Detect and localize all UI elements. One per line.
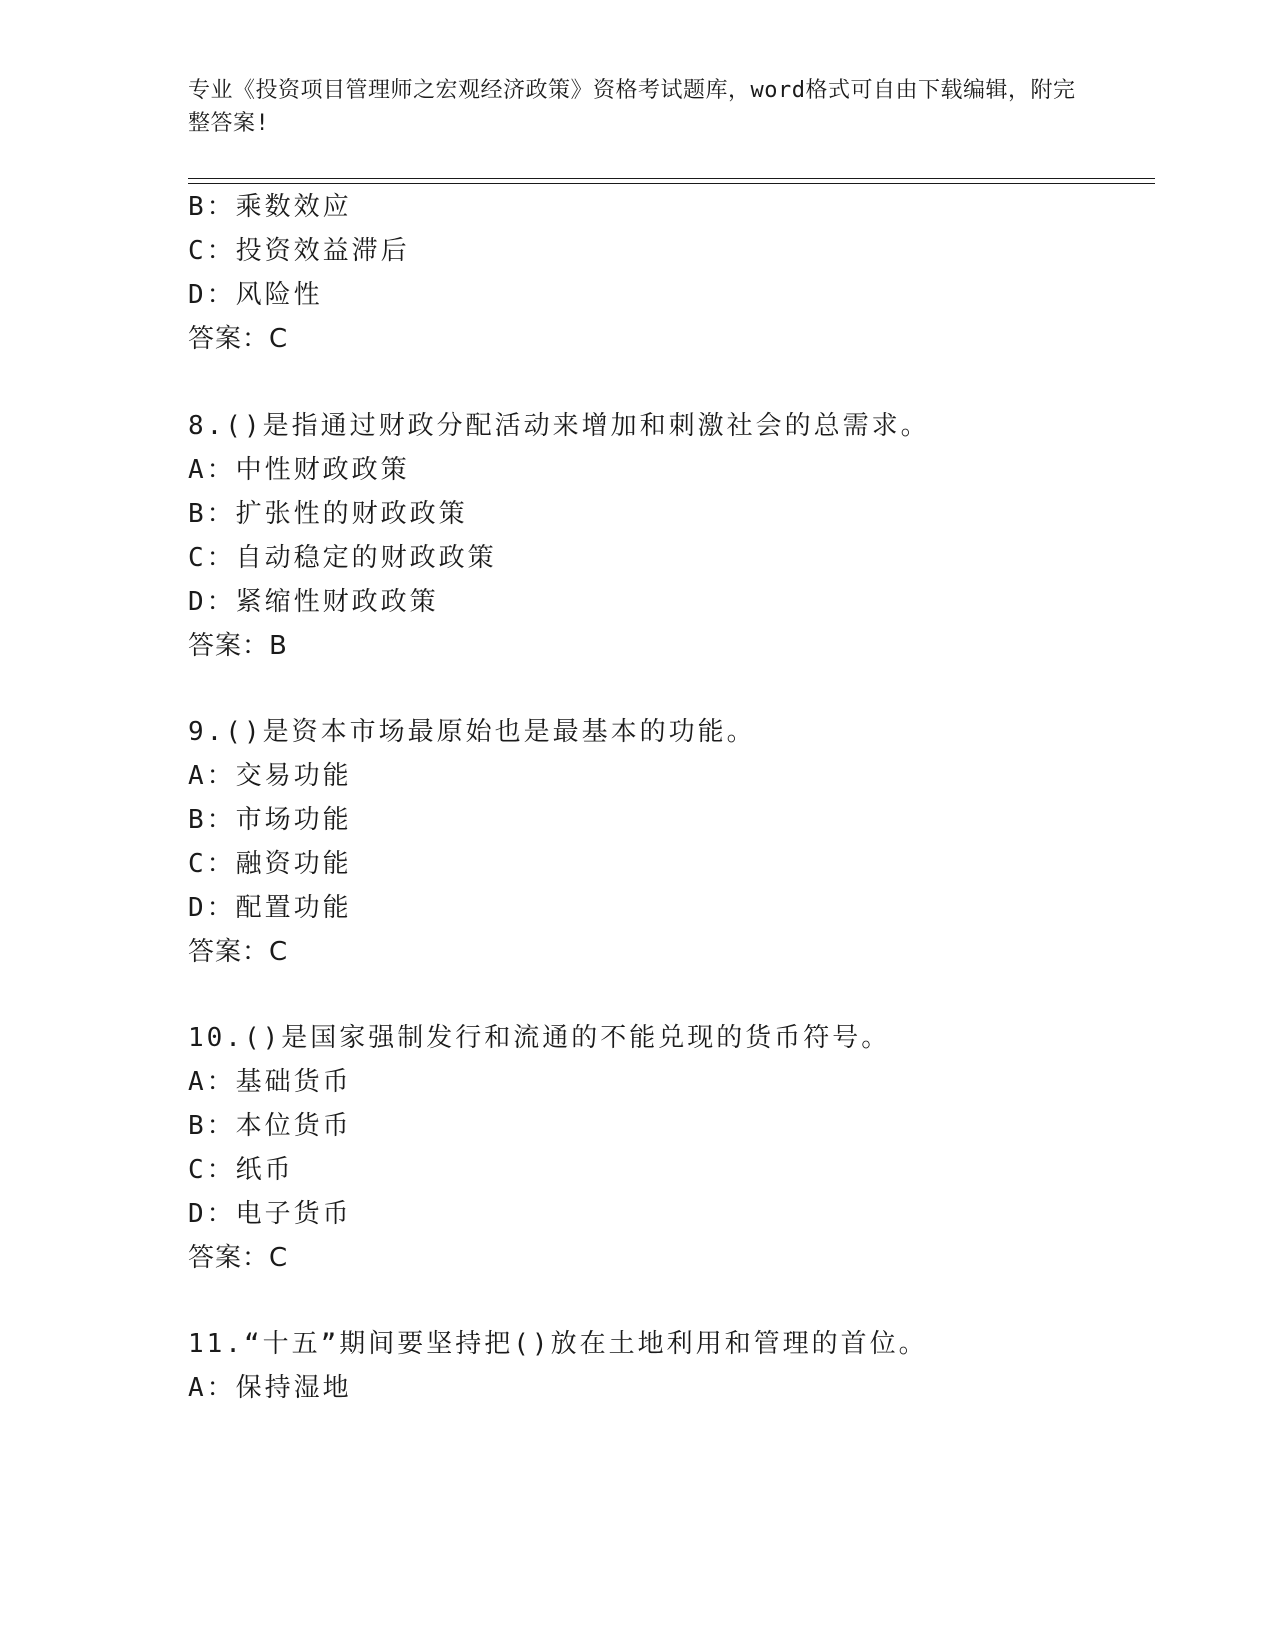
option-b: B：市场功能 [188,805,352,835]
option-c: C：纸币 [188,1155,294,1185]
question-stem: 10.()是国家强制发行和流通的不能兑现的货币符号。 [188,1023,891,1053]
header-divider-bottom [188,183,1155,184]
option-d: D：电子货币 [188,1199,352,1229]
option-a: A：保持湿地 [188,1373,352,1403]
answer: 答案：C [188,324,289,354]
option-d: D：紧缩性财政政策 [188,587,439,617]
option-d: D：风险性 [188,280,323,310]
option-d: D：配置功能 [188,893,352,923]
option-b: B：扩张性的财政政策 [188,499,468,529]
option-c: C：投资效益滞后 [188,236,410,266]
question-stem: 9.()是资本市场最原始也是最基本的功能。 [188,717,756,747]
option-c: C：融资功能 [188,849,352,879]
document-header: 专业《投资项目管理师之宏观经济政策》资格考试题库，word格式可自由下载编辑，附完整答案! [188,78,1076,136]
option-a: A：中性财政政策 [188,455,410,485]
question-stem: 11.“十五”期间要坚持把()放在土地利用和管理的首位。 [188,1329,928,1359]
option-a: A：基础货币 [188,1067,352,1097]
option-b: B：乘数效应 [188,192,352,222]
answer: 答案：C [188,937,289,967]
option-c: C：自动稳定的财政政策 [188,543,497,573]
answer: 答案：C [188,1243,289,1273]
header-divider-top [188,178,1155,179]
answer: 答案：B [188,631,288,661]
question-stem: 8.()是指通过财政分配活动来增加和刺激社会的总需求。 [188,411,930,441]
option-a: A：交易功能 [188,761,352,791]
option-b: B：本位货币 [188,1111,352,1141]
